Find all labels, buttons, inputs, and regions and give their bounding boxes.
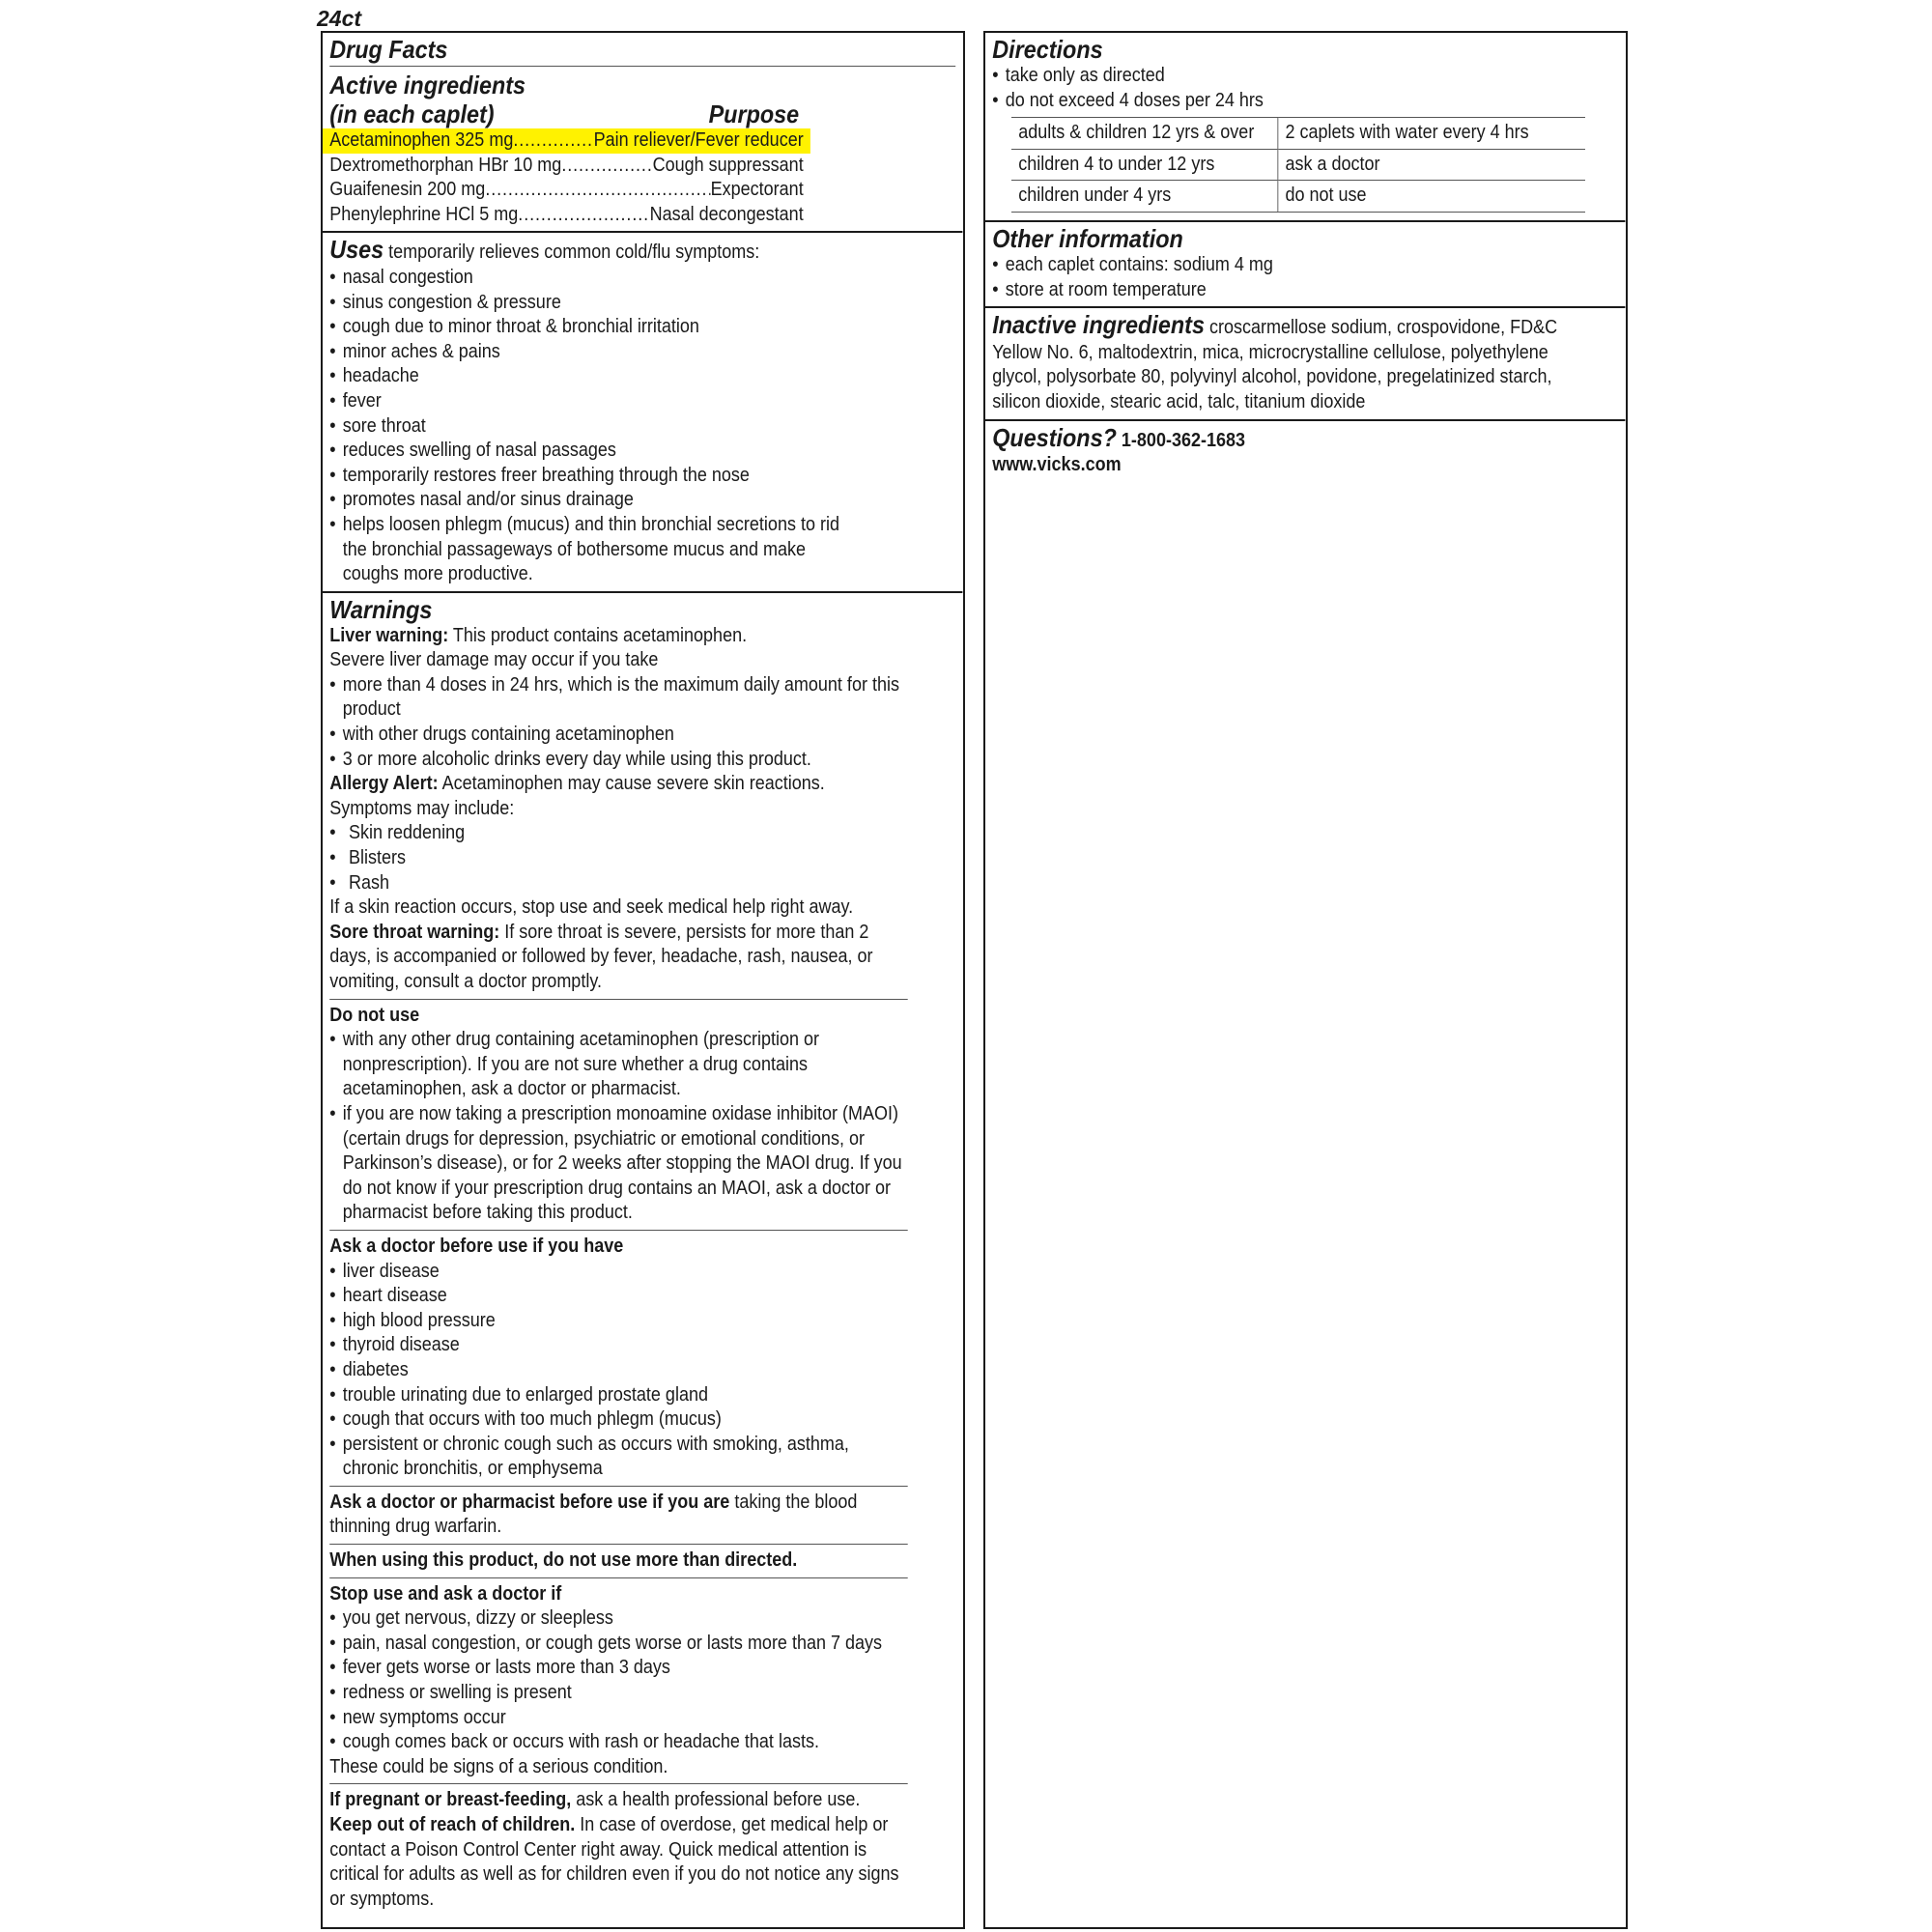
pregnancy-keep-out-subsection	[329, 1783, 908, 1912]
directions-section	[985, 33, 1625, 222]
drug-facts-left-panel	[321, 31, 965, 1929]
active-ingredients-section	[323, 33, 962, 233]
list-item: • with other drugs containing acetaminophen	[329, 723, 908, 748]
list-item: • minor aches & pains	[329, 340, 851, 365]
sore-throat-label: Sore throat warning:	[329, 921, 500, 943]
list-item: • nasal congestion	[329, 266, 851, 291]
list-item: • helps loosen phlegm (mucus) and thin bronchial secretions to rid the bronchial passageways of bothersome mucus and make coughs more productive.	[329, 513, 851, 587]
package-count: 24ct	[317, 6, 362, 31]
age-cell: adults & children 12 yrs & over	[1011, 118, 1278, 150]
list-item: • new symptoms occur	[329, 1706, 908, 1731]
ask-doctor-heading: Ask a doctor before use if you have	[329, 1235, 624, 1257]
warnings-section	[323, 593, 931, 1917]
other-information-heading: Other information	[992, 223, 1183, 253]
drug-facts-right-panel	[983, 31, 1628, 1929]
list-item: • fever gets worse or lasts more than 3 days	[329, 1656, 908, 1681]
ingredient-name: Dextromethorphan HBr 10 mg	[329, 154, 562, 176]
ingredient-purpose: Cough suppressant	[652, 154, 804, 176]
list-item: • Blisters	[329, 846, 908, 871]
list-item: • 3 or more alcoholic drinks every day while using this product.	[329, 748, 908, 773]
inactive-ingredients-section	[985, 308, 1625, 420]
uses-heading: Uses	[329, 235, 384, 265]
uses-list	[329, 266, 851, 587]
list-item: • persistent or chronic cough such as occurs with smoking, asthma, chronic bronchitis, or emphysema	[329, 1433, 908, 1482]
ingredient-row	[329, 178, 803, 203]
list-item: • Rash	[329, 871, 908, 896]
liver-warning-label: Liver warning:	[329, 624, 449, 646]
list-item: • do not exceed 4 doses per 24 hrs	[992, 89, 1618, 114]
allergy-symptoms-line: Symptoms may include:	[329, 797, 515, 819]
list-item: • cough due to minor throat & bronchial irritation	[329, 315, 851, 340]
age-cell: children under 4 yrs	[1011, 181, 1278, 213]
ingredient-purpose: Pain reliever/Fever reducer	[593, 129, 804, 151]
sore-throat-text: If sore throat is severe, persists for more than 2 days, is accompanied or followed by fever, headache, rash, nausea, or vomiting, consult a doctor promptly.	[329, 921, 873, 992]
uses-intro: temporarily relieves common cold/flu symptoms:	[384, 242, 760, 264]
list-item: • cough that occurs with too much phlegm (mucus)	[329, 1407, 908, 1433]
dose-cell: ask a doctor	[1278, 149, 1585, 181]
list-item: • pain, nasal congestion, or cough gets worse or lasts more than 7 days	[329, 1632, 908, 1657]
allergy-after-text: If a skin reaction occurs, stop use and seek medical help right away.	[329, 896, 854, 919]
questions-heading: Questions?	[992, 422, 1117, 452]
table-row	[1011, 181, 1585, 213]
stop-use-after-text: These could be signs of a serious condition.	[329, 1755, 668, 1777]
ingredient-name: Guaifenesin 200 mg	[329, 179, 486, 201]
list-item: • store at room temperature	[992, 278, 1618, 303]
stop-use-subsection	[329, 1577, 908, 1780]
ask-pharmacist-text: taking the blood thinning drug warfarin.	[329, 1491, 858, 1538]
list-item: • temporarily restores freer breathing through the nose	[329, 464, 851, 489]
ingredients-list	[329, 128, 803, 227]
website-link[interactable]: www.vicks.com	[992, 454, 1122, 476]
ask-doctor-subsection	[329, 1230, 908, 1482]
ingredient-row	[329, 154, 803, 179]
list-item: • sinus congestion & pressure	[329, 291, 851, 316]
list-item: • take only as directed	[992, 64, 1618, 89]
pregnant-label: If pregnant or breast-feeding,	[329, 1789, 572, 1811]
inactive-ingredients-text: croscarmellose sodium, crospovidone, FD&C Yellow No. 6, maltodextrin, mica, microcrystalline cellulose, polyethylene glycol, polysorbate 80, polyvinyl alcohol, povidone, pregelatinized starch, silicon dioxide, stearic acid, talc, titanium dioxide	[992, 317, 1558, 412]
when-using-subsection: When using this product, do not use more than directed.	[329, 1544, 908, 1574]
list-item: • headache	[329, 364, 851, 389]
active-ingredients-subheading: (in each caplet)	[329, 99, 495, 128]
list-item: • diabetes	[329, 1358, 908, 1383]
liver-warning-line: Severe liver damage may occur if you take	[329, 649, 659, 671]
list-item: • trouble urinating due to enlarged prostate gland	[329, 1383, 908, 1408]
drug-facts-title: Drug Facts	[329, 35, 955, 67]
list-item: • liver disease	[329, 1260, 908, 1285]
list-item: • thyroid disease	[329, 1333, 908, 1358]
allergy-alert-label: Allergy Alert:	[329, 773, 439, 795]
uses-section	[323, 233, 962, 592]
do-not-use-subsection	[329, 999, 908, 1226]
list-item: • cough comes back or occurs with rash or headache that lasts.	[329, 1730, 908, 1755]
list-item: • sore throat	[329, 414, 851, 440]
leader-dots	[513, 128, 593, 154]
ask-pharmacist-subsection	[329, 1486, 908, 1540]
ingredient-name: Phenylephrine HCl 5 mg	[329, 203, 519, 225]
list-item: • heart disease	[329, 1284, 908, 1309]
list-item: • redness or swelling is present	[329, 1681, 908, 1706]
active-ingredients-heading: Active ingredients	[329, 71, 526, 99]
ingredient-purpose: Nasal decongestant	[649, 203, 804, 225]
liver-warning	[329, 624, 908, 995]
questions-phone: 1-800-362-1683	[1116, 429, 1246, 451]
leader-dots	[485, 178, 710, 203]
ingredient-row	[323, 128, 810, 154]
list-item: • reduces swelling of nasal passages	[329, 439, 851, 464]
list-item: • high blood pressure	[329, 1309, 908, 1334]
pregnant-text: ask a health professional before use.	[571, 1789, 861, 1811]
ingredient-purpose: Expectorant	[710, 179, 804, 201]
liver-warning-text: This product contains acetaminophen.	[448, 624, 748, 646]
age-cell: children 4 to under 12 yrs	[1011, 149, 1278, 181]
list-item: • each caplet contains: sodium 4 mg	[992, 253, 1618, 278]
questions-section	[985, 421, 1625, 482]
keep-out-text: In case of overdose, get medical help or contact a Poison Control Center right away. Quick medical attention is critical for adults as well as for children even if you do not notice any signs or symptoms.	[329, 1814, 899, 1910]
keep-out-label: Keep out of reach of children.	[329, 1814, 576, 1835]
warnings-heading: Warnings	[329, 594, 433, 624]
stop-use-heading: Stop use and ask a doctor if	[329, 1582, 562, 1605]
directions-table	[1011, 117, 1585, 213]
leader-dots	[518, 203, 649, 228]
purpose-heading: Purpose	[708, 99, 800, 128]
do-not-use-heading: Do not use	[329, 1004, 420, 1026]
allergy-alert-text: Acetaminophen may cause severe skin reactions.	[438, 773, 825, 795]
list-item: • Skin reddening	[329, 821, 908, 846]
dose-cell: do not use	[1278, 181, 1585, 213]
inactive-ingredients-heading: Inactive ingredients	[992, 310, 1205, 340]
directions-heading: Directions	[992, 35, 1103, 64]
ingredient-row	[329, 203, 803, 228]
list-item: • with any other drug containing acetaminophen (prescription or nonprescription). If you are not sure whether a drug contains acetaminophen, ask a doctor or pharmacist.	[329, 1028, 908, 1102]
list-item: • you get nervous, dizzy or sleepless	[329, 1606, 908, 1632]
list-item: • if you are now taking a prescription monoamine oxidase inhibitor (MAOI) (certain drugs for depression, psychiatric or emotional conditions, or Parkinson’s disease), or for 2 weeks after stopping the MAOI drug. If you do not know if your prescription drug contains an MAOI, ask a doctor or pharmacist before taking this product.	[329, 1102, 908, 1226]
table-row	[1011, 118, 1585, 150]
ingredient-name: Acetaminophen 325 mg	[329, 129, 514, 151]
leader-dots	[561, 154, 652, 179]
table-row	[1011, 149, 1585, 181]
list-item: • promotes nasal and/or sinus drainage	[329, 488, 851, 513]
dose-cell: 2 caplets with water every 4 hrs	[1278, 118, 1585, 150]
ask-pharmacist-label: Ask a doctor or pharmacist before use if you are	[329, 1491, 730, 1513]
other-information-section	[985, 222, 1625, 308]
list-item: • more than 4 doses in 24 hrs, which is the maximum daily amount for this product	[329, 673, 908, 723]
list-item: • fever	[329, 389, 851, 414]
